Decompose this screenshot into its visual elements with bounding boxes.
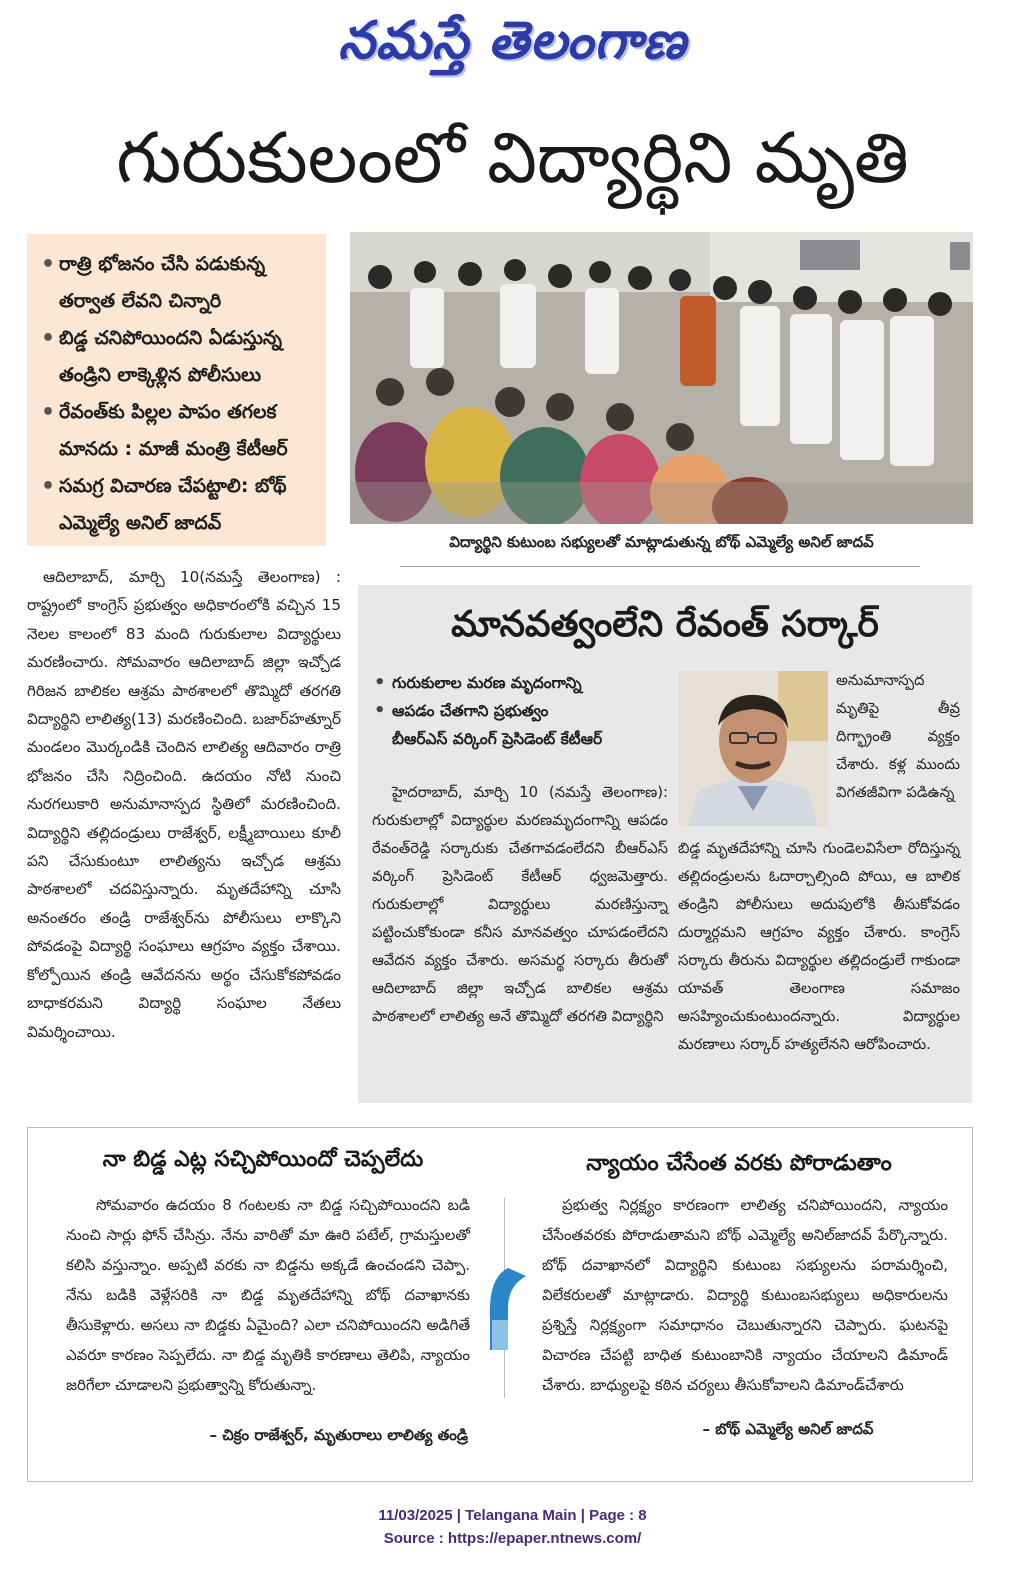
- ktr-story-title: మానవత్వంలేని రేవంత్ సర్కార్: [451, 604, 879, 645]
- ktr-side-text: అనుమానాస్పద మృతిపై తీవ్ర దిగ్భ్రాంతి వ్యక్తం చేశారు. కళ్ల ముందు విగతజీవిగా పడిఉన్న: [836, 672, 960, 801]
- portrait-illustration: [678, 671, 828, 826]
- newspaper-logo: నమస్తే తెలంగాణ: [338, 10, 687, 71]
- highlight-item: • రేవంత్‌కు పిల్లల పాపం తగలక మానదు : మాజీ మంత్రి కేటీఆర్: [39, 394, 318, 468]
- page-headline: గురుకులంలో విద్యార్థిని మృతి: [116, 117, 909, 199]
- main-story-text: ఆదిలాబాద్, మార్చి 10(నమస్తే తెలంగాణ) : రాష్ట్రంలో కాంగ్రెస్ ప్రభుత్వం అధికారంలోకి వచ్చిన 15 నెలల కాలంలో 83 మంది గురుకులాల విద్యార్థులు మరణించారు. సోమవారం ఆదిలాబాద్ జిల్లా ఇచ్చోడ గిరిజన బాలికల ఆశ్రమ పాఠశాలలో తొమ్మిదో తరగతి విద్యార్థిని లాలిత్య(13) మరణించింది. బజార్‌హత్నూర్ మండలం మొర్కండికి చెందిన లాలిత్య ఆదివారం రాత్రి భోజనం చేసి నిద్రించింది. ఉదయం నోటి నుంచి నురగలుకారి అనుమానాస్పద స్థితిలో మరణించింది. విద్యార్థిని తల్లిదండ్రులు రాజేశ్వర్, లక్ష్మీబాయిలు కూలీ పని చేసుకుంటూ లాలిత్యను ఇచ్చోడ ఆశ్రమ పాఠశాలలో చదవిస్తున్నారు. మృతదేహాన్ని చూసి అనంతరం తండ్రి రాజేశ్వర్‌ను పోలీసులు లాక్కొని పోవడంపై విద్యార్థి సంఘాలు ఆగ్రహం వ్యక్తం చేశాయి. కోల్పోయిన తండ్రి ఆవేదనను అర్థం చేసుకోకపోవడం బాధాకరమని విద్యార్థి సంఘాల నేతలు విమర్శించాయి.: [27, 568, 341, 1041]
- footer-date-line: 11/03/2025 | Telangana Main | Page : 8: [378, 1507, 647, 1524]
- ktr-bullet: బీఆర్‌ఎస్ వర్కింగ్ ప్రెసిడెంట్ కేటీఆర్: [392, 730, 603, 748]
- caption-divider: [400, 566, 920, 567]
- ktr-bullet: • ఆపడం చేతగాని ప్రభుత్వం: [372, 697, 682, 725]
- father-quote-text: సోమవారం ఉదయం 8 గంటలకు నా బిడ్డ సచ్చిపోయిందని బడి నుంచి సార్లు ఫోన్ చేసిన్రు. నేను వారితో మా ఊరి పటేల్, గ్రామస్తులతో కలిసి వస్తున్నాం. అప్పటి వరకు నా బిడ్డను అక్కడే ఉంచండని చెప్పా. నేను బడికి వెళ్లేసరికి నా బిడ్డ మృతదేహాన్ని బోథ్ దవాఖానకు తీసుకెళ్లారు. అసలు నా బిడ్డకు ఏమైంది? ఎలా చనిపోయిందని అడిగితే ఎవరూ కారణం సెప్పలేదు. నా బిడ్డ మృతికి కారణాలు తెలిపి, న్యాయం జరిగేలా చూడాలని ప్రభుత్వాన్ని కోరుతున్నా.: [66, 1196, 470, 1394]
- masthead: [0, 8, 1025, 78]
- news-photo: [350, 232, 973, 524]
- photo-caption: విద్యార్థిని కుటుంబ సభ్యులతో మాట్లాడుతున్న బోథ్ ఎమ్మెల్యే అనిల్ జాదవ్: [449, 533, 874, 551]
- ktr-portrait: [678, 671, 828, 826]
- highlight-item: • రాత్రి భోజనం చేసి పడుకున్న తర్వాత లేవని చిన్నారి: [39, 246, 318, 320]
- page-footer: [0, 1504, 1025, 1550]
- footer-source-line[interactable]: Source : https://epaper.ntnews.com/: [383, 1530, 642, 1547]
- highlight-item: • సమగ్ర విచారణ చేపట్టాలి: బోథ్ ఎమ్మెల్యే అనిల్ జాదవ్: [39, 468, 318, 542]
- ktr-story-box: [358, 585, 972, 1103]
- ktr-body-right: బిడ్డ మృతదేహాన్ని చూసి గుండెలవిసేలా రోదిస్తున్న తల్లిదండ్రులను ఓదార్చాల్సింది పోయి, ఆ బాలిక తండ్రిని పోలీసులు అదుపులోకి తీసుకోవడం దుర్మార్గమని ఆగ్రహం వ్యక్తం చేశారు. కాంగ్రెస్ సర్కారు తీరును విద్యార్థుల తల్లిదండ్రులే గాకుండా యావత్ తెలంగాణ సమాజం అసహ్యించుకుంటుందన్నారు. విద్యార్థుల మరణాలు సర్కార్ హత్యలేనని ఆరోపించారు.: [678, 840, 960, 1053]
- quotes-box: [27, 1127, 973, 1482]
- quote-mark-icon: [478, 1258, 534, 1358]
- ktr-body-left-text: హైదరాబాద్, మార్చి 10 (నమస్తే తెలంగాణ): గురుకులాల్లో విద్యార్థుల మరణమృదంగాన్ని ఆపడం రేవంత్‌రెడ్డి సర్కారుకు చేతగావడంలేదని బీఆర్‌ఎస్ వర్కింగ్ ప్రెసిడెంట్ కేటీఆర్ ధ్వజమెత్తారు. గురుకులాల్లో విద్యార్థులు మరణిస్తున్నా పట్టించుకోకుండా కనీస మానవత్వం చూపడంలేదని ఆవేదన వ్యక్తం చేశారు. అసమర్థ సర్కారు తీరుతో ఆదిలాబాద్ జిల్లా ఇచ్చోడ బాలికల ఆశ్రమ పాఠశాలలో లాలిత్య అనే తొమ్మిదో తరగతి విద్యార్థిని: [372, 784, 668, 1025]
- ktr-body-left: [372, 779, 668, 1031]
- mla-signature: – బోథ్ ఎమ్మెల్యే అనిల్ జాదవ్: [702, 1420, 874, 1438]
- father-quote-title: నా బిడ్డ ఎట్ల సచ్చిపోయిందో చెప్పలేదు: [102, 1147, 424, 1172]
- main-story: [27, 563, 341, 1046]
- mla-quote-text: ప్రభుత్వ నిర్లక్ష్యం కారణంగా లాలిత్య చనిపోయిందని, న్యాయం చేసేంతవరకు పోరాడుతామని బోథ్ ఎమ్మెల్యే అనిల్‌జాదవ్ పేర్కొన్నారు. బోథ్ దవాఖానలో విద్యార్థిని కుటుంబ సభ్యులను పరామర్శించి, విలేకరులతో మాట్లాడారు. విద్యార్థి కుటుంబసభ్యులు అధికారులను ప్రశ్నిస్తే నిర్లక్ష్యంగా సమాధానం చెబుతున్నారని చెప్పారు. ఘటనపై విచారణ చేపట్టి బాధిత కుటుంబానికి న్యాయం చేయాలని డిమాండ్ చేశారు. బాధ్యులపై కఠిన చర్యలు తీసుకోవాలని డిమాండ్‌చేశారు: [542, 1196, 948, 1394]
- mla-quote: [542, 1190, 948, 1400]
- highlights-box: [27, 234, 326, 546]
- crowd-photo-illustration: [350, 232, 973, 524]
- highlight-item: • బిడ్డ చనిపోయిందని ఏడుస్తున్న తండ్రిని లాక్కెళ్లిన పోలీసులు: [39, 320, 318, 394]
- ktr-story-bullets: [372, 669, 682, 753]
- father-signature: – చిక్రం రాజేశ్వర్, మృతురాలు లాలిత్య తండ్రి: [209, 1426, 468, 1444]
- mla-quote-title: న్యాయం చేసేంత వరకు పోరాడుతాం: [586, 1151, 892, 1176]
- ktr-bullet: • గురుకులాల మరణ మృదంగాన్ని: [372, 669, 682, 697]
- father-quote: [66, 1190, 470, 1400]
